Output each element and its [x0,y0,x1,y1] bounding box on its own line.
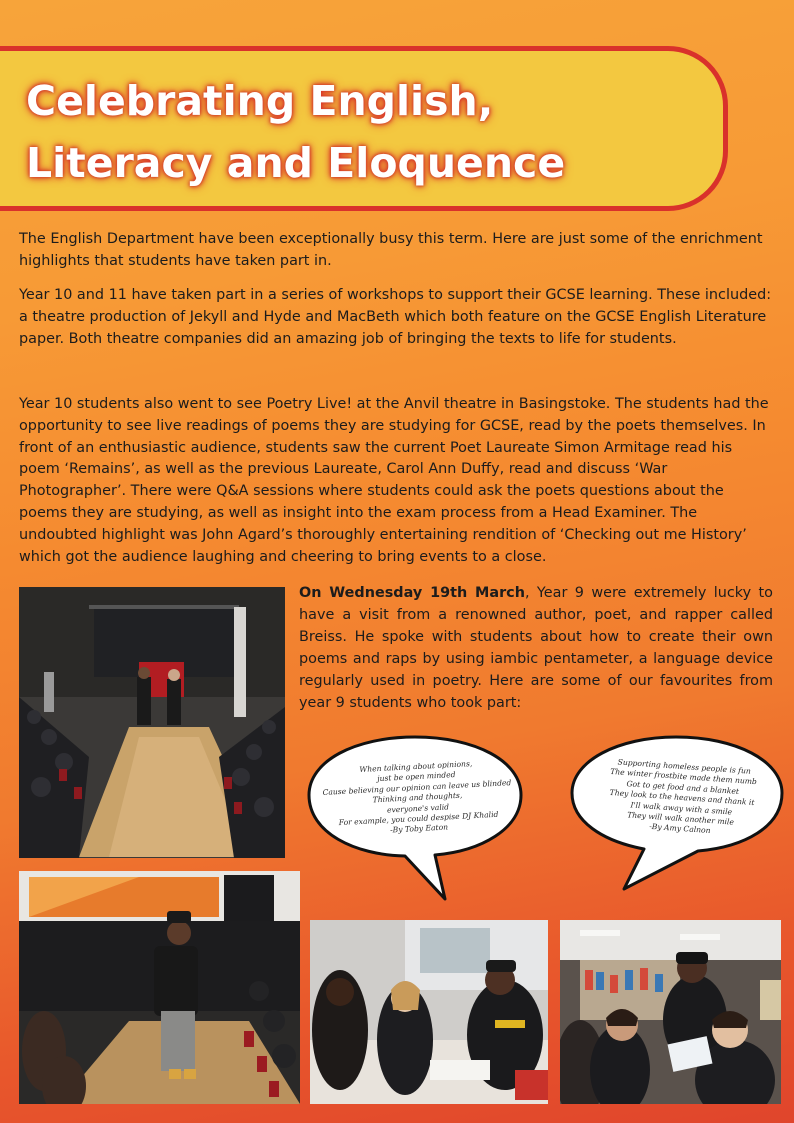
stage-performance-illustration [19,587,285,858]
intro-paragraph: The English Department have been exceptionally busy this term. Here are just some of the enrichment highlights that students have taken part in. [19,231,763,269]
library-illustration [560,920,781,1104]
poem-toby-eaton: When talking about opinions, just be open minded Cause believing our opinion can leave us blinded Thinking and thoughts, everyone's valid For example, you could despise DJ Khalid -By Toby Eaton [322,759,512,835]
breiss-visit-text: , Year 9 were extremely lucky to have a visit from a renowned author, poet, and rapper called Breiss. He spoke with students about how to create their own poems and raps by using iambic pentameter, a language device regularly used in poetry. Here are some of our favourites from year 9 students who took part: [299,585,773,711]
performer-microphone-illustration [19,871,300,1104]
stage-performance-photo [19,587,285,858]
breiss-visit-paragraph [299,582,773,714]
breiss-visit-date: On Wednesday 19th March [299,585,525,601]
library-photo [560,920,781,1104]
poetry-live-paragraph: Year 10 students also went to see Poetry Live! at the Anvil theatre in Basingstoke. The students had the opportunity to see live readings of poems they are studying for GCSE, read by the poets themselves. In front of an enthusiastic audience, students saw the current Poet Laureate Simon Armitage read his poem ‘Remains’, as well as the previous Laureate, Carol Ann Duffy, read and discuss ‘War Photographer’. There were Q&A sessions where students could ask the poets questions about the poems they are studying, as well as insight into the exam process from a Head Examiner. The undoubted highlight was John Agard’s thoroughly entertaining rendition of ‘Checking out me History’ which got the audience laughing and cheering to bring events to a close. [19,396,769,565]
students-desk-illustration [310,920,548,1104]
students-desk-photo [310,920,548,1104]
poem-amy-calnon: Supporting homeless people is fun The winter frostbite made them numb Got to get food and a blanket They look to the heavens and thank it I'll walk away with a smile They will walk another mile -By Amy Calnon [609,757,758,836]
performer-microphone-photo [19,871,300,1104]
workshops-paragraph: Year 10 and 11 have taken part in a series of workshops to support their GCSE learning. These included: a theatre production of Jekyll and Hyde and MacBeth which both feature on the GCSE English Literature paper. Both theatre companies did an amazing job of bringing the texts to life for students. [19,287,772,347]
page-title: Celebrating English, Literacy and Eloquence [26,77,566,187]
